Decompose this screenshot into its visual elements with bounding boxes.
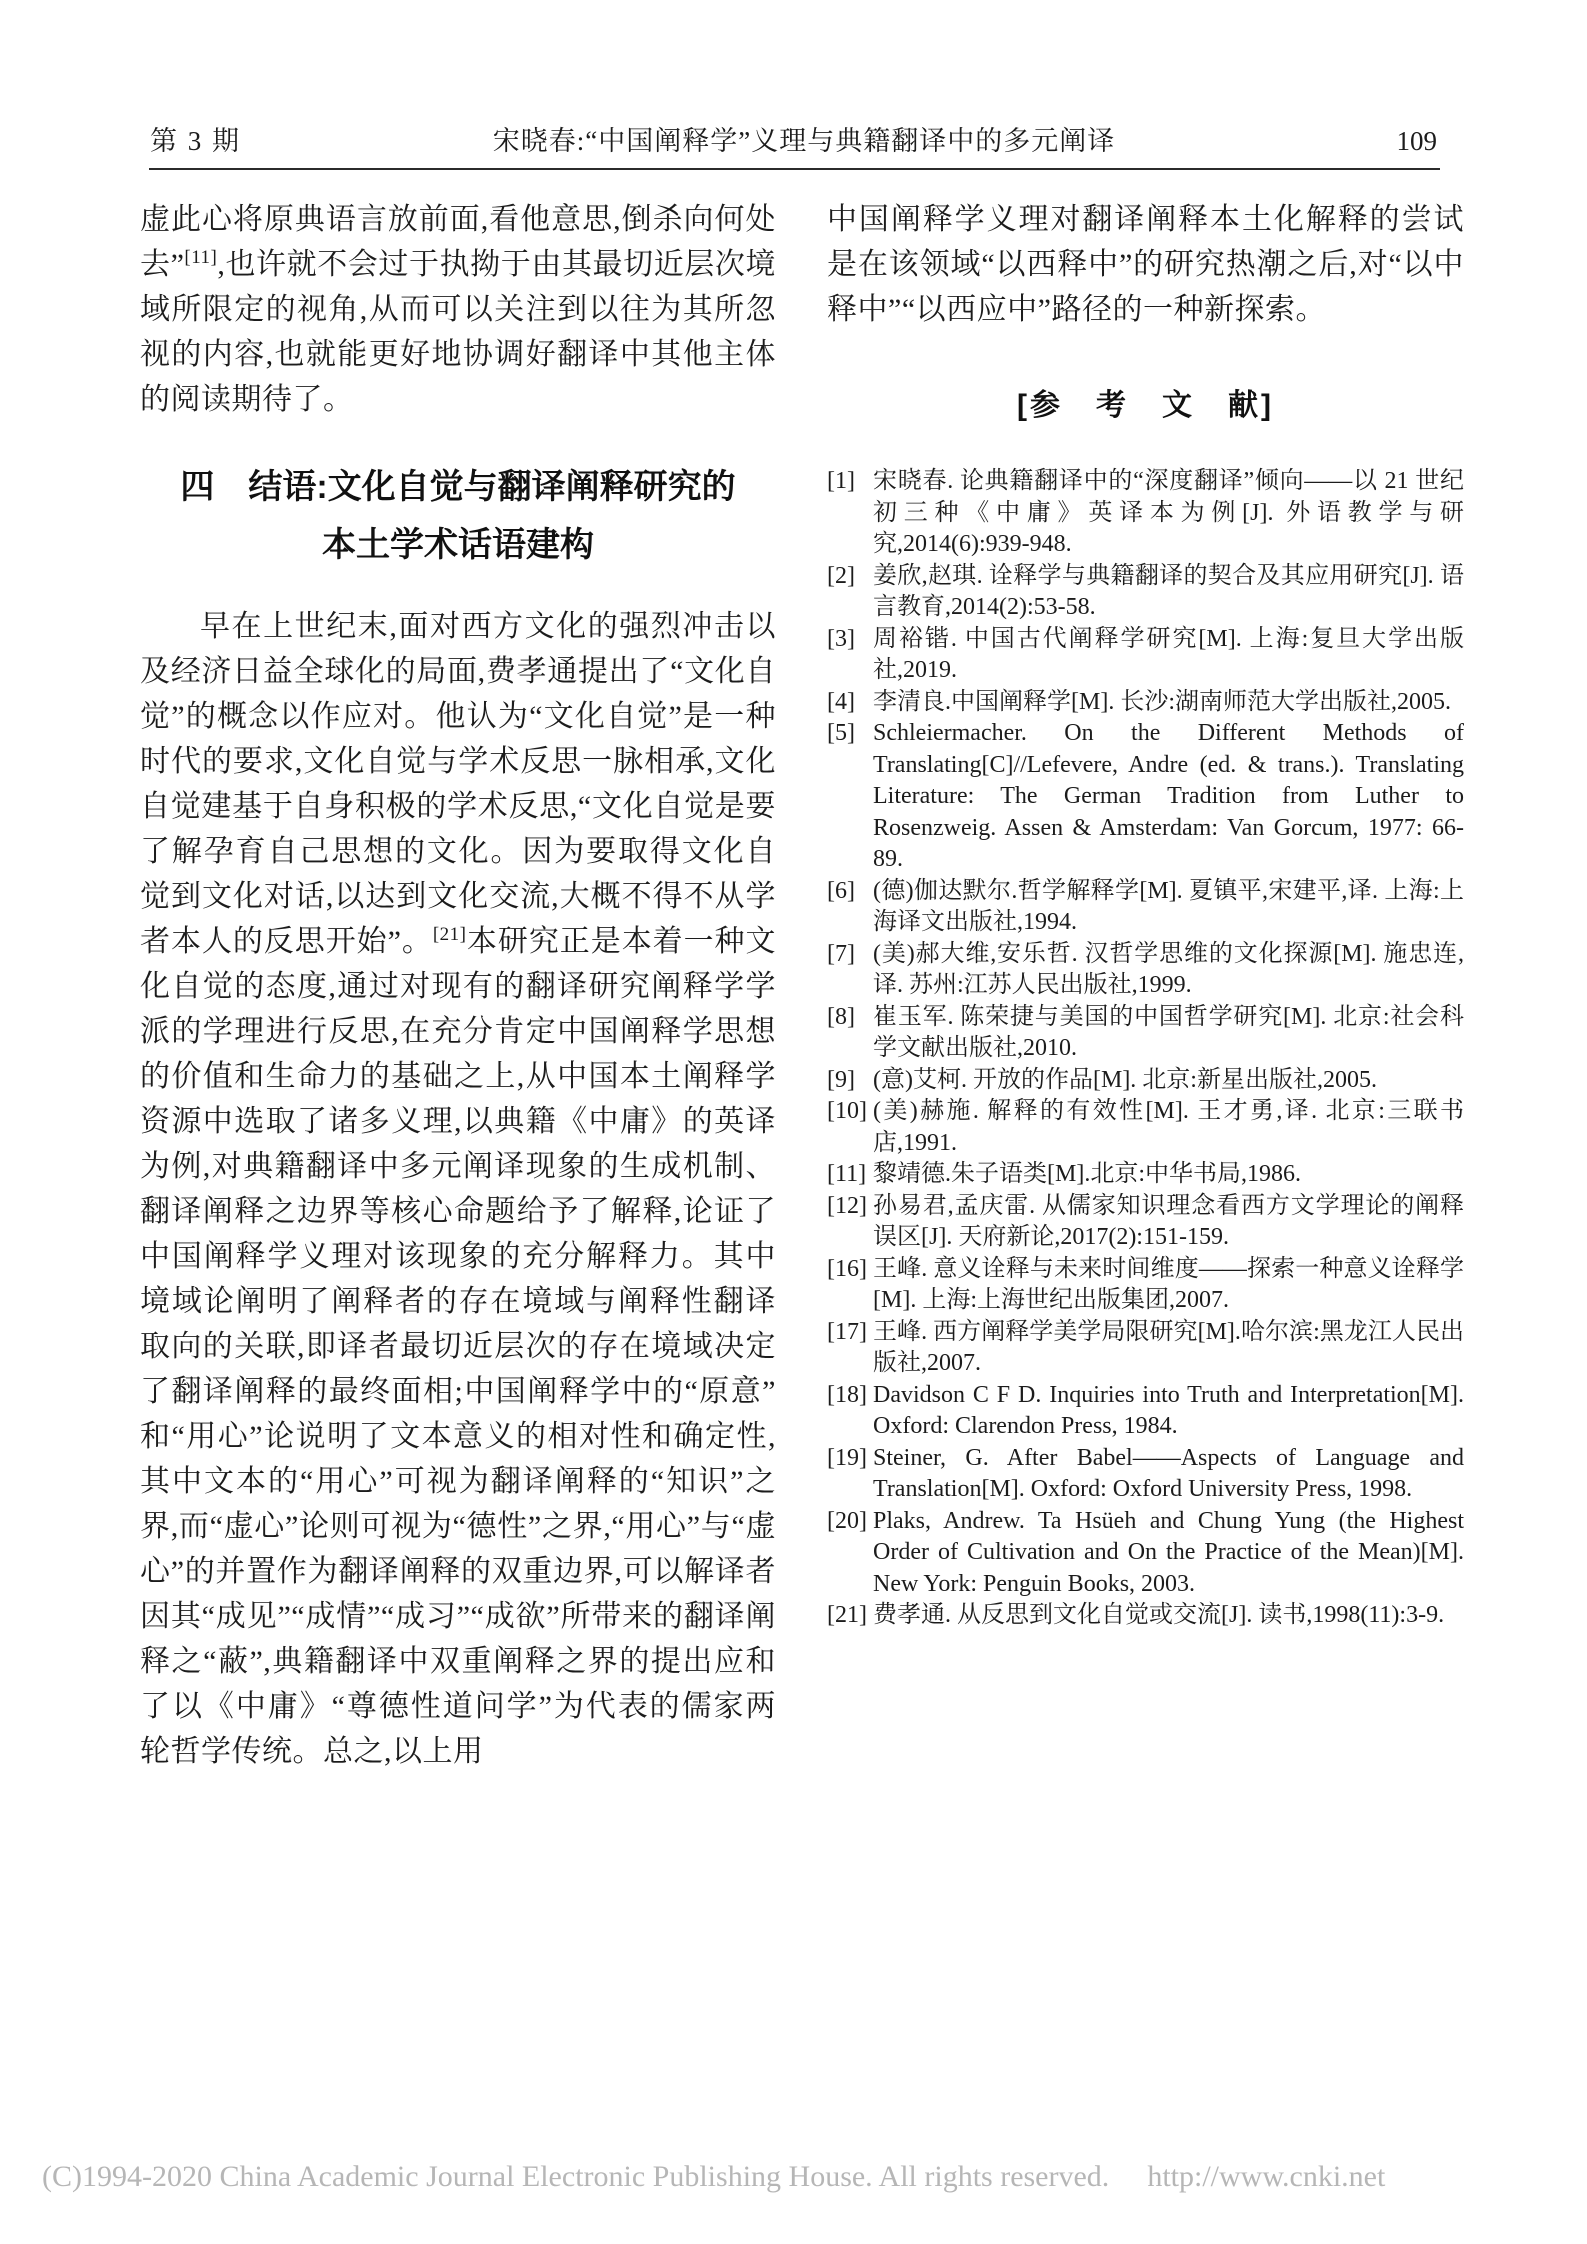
reference-text: (美)赫施. 解释的有效性[M]. 王才勇,译. 北京:三联书店,1991. [873, 1098, 1464, 1156]
reference-number: [12] [827, 1192, 867, 1219]
reference-number: [20] [827, 1507, 867, 1534]
reference-text: 费孝通. 从反思到文化自觉或交流[J]. 读书,1998(11):3-9. [873, 1602, 1445, 1628]
reference-item [827, 1443, 1464, 1506]
section-heading [150, 458, 766, 574]
citation-superscript: [21] [432, 924, 467, 945]
reference-item [827, 1159, 1464, 1191]
reference-number: [8] [827, 1003, 855, 1030]
reference-text: Schleiermacher. On the Different Methods of Translating[C]//Lefevere, Andre (ed. & trans.). Translating Literature: The German Tradition from Luther to Rosenzweig. Assen & Amsterdam: Van Gorcum, 1977: 66-89. [873, 720, 1464, 872]
reference-number: [19] [827, 1444, 867, 1471]
reference-text: (意)艾柯. 开放的作品[M]. 北京:新星出版社,2005. [873, 1066, 1377, 1093]
reference-number: [3] [827, 625, 855, 652]
reference-text: 崔玉军. 陈荣捷与美国的中国哲学研究[M]. 北京:社会科学文献出版社,2010. [873, 1003, 1464, 1061]
references-heading: [参 考 文 献] [1017, 389, 1274, 422]
reference-item [827, 718, 1464, 876]
references-list [827, 466, 1464, 1632]
reference-item [827, 624, 1464, 687]
reference-text: Davidson C F D. Inquiries into Truth and Interpretation[M]. Oxford: Clarendon Press, 1984. [873, 1381, 1464, 1439]
reference-number: [4] [827, 688, 855, 715]
reference-text: 周裕锴. 中国古代阐释学研究[M]. 上海:复旦大学出版社,2019. [873, 625, 1464, 683]
reference-text: 黎靖德.朱子语类[M].北京:中华书局,1986. [873, 1161, 1301, 1187]
reference-text: (德)伽达默尔.哲学解释学[M]. 夏镇平,宋建平,译. 上海:上海译文出版社,1994. [873, 877, 1464, 935]
section-heading-line2: 本土学术话语建构 [322, 526, 594, 564]
paragraph-text: ,也许就不会过于执拗于由其最切近层次境域所限定的视角,从而可以关注到以往为其所忽视的内容,也就能更好地协调好翻译中其他主体的阅读期待了。 [140, 248, 776, 416]
reference-text: 宋晓春. 论典籍翻译中的“深度翻译”倾向——以 21 世纪初三种《中庸》英译本为例[J]. 外语教学与研究,2014(6):939-948. [873, 468, 1464, 557]
reference-item [827, 1254, 1464, 1317]
reference-number: [1] [827, 468, 855, 494]
reference-number: [5] [827, 720, 855, 746]
reference-number: [9] [827, 1066, 855, 1093]
right-column [827, 197, 1464, 1632]
conclusion-paragraph [140, 604, 776, 1774]
page-header [150, 124, 1437, 158]
reference-number: [21] [827, 1602, 867, 1628]
reference-item [827, 466, 1464, 561]
reference-text: 王峰. 意义诠释与未来时间维度——探索一种意义诠释学[M]. 上海:上海世纪出版集团,2007. [873, 1255, 1464, 1313]
reference-item [827, 876, 1464, 939]
reference-number: [10] [827, 1098, 867, 1124]
reference-text: 孙易君,孟庆雷. 从儒家知识理念看西方文学理论的阐释误区[J]. 天府新论,2017(2):151-159. [873, 1192, 1464, 1250]
reference-item [827, 1506, 1464, 1601]
reference-item [827, 1317, 1464, 1380]
paragraph-continuation: 中国阐释学义理对翻译阐释本土化解释的尝试是在该领域“以西释中”的研究热潮之后,对“以中释中”“以西应中”路径的一种新探索。 [827, 203, 1464, 326]
reference-item [827, 1380, 1464, 1443]
issue-number: 第 3 期 [150, 126, 241, 156]
reference-text: 姜欣,赵琪. 诠释学与典籍翻译的契合及其应用研究[J]. 语言教育,2014(2):53-58. [873, 562, 1464, 620]
paragraph-continuation [140, 197, 776, 422]
reference-item [827, 1600, 1464, 1632]
reference-number: [2] [827, 562, 855, 589]
reference-item [827, 1002, 1464, 1065]
reference-item [827, 1096, 1464, 1159]
reference-item [827, 1191, 1464, 1254]
section-heading-line1: 四 结语:文化自觉与翻译阐释研究的 [180, 468, 736, 506]
reference-number: [16] [827, 1255, 867, 1282]
reference-text: Plaks, Andrew. Ta Hsüeh and Chung Yung (the Highest Order of Cultivation and On the Practice of the Mean)[M]. New York: Penguin Books, 2003. [873, 1507, 1464, 1597]
reference-text: Steiner, G. After Babel——Aspects of Language and Translation[M]. Oxford: Oxford University Press, 1998. [873, 1444, 1464, 1502]
reference-number: [6] [827, 877, 855, 904]
reference-text: 李清良.中国阐释学[M]. 长沙:湖南师范大学出版社,2005. [873, 688, 1451, 715]
page-number: 109 [1396, 126, 1437, 156]
cnki-url: http://www.cnki.net [1147, 2160, 1386, 2193]
paragraph-text: 本研究正是本着一种文化自觉的态度,通过对现有的翻译研究阐释学学派的学理进行反思,在充分肯定中国阐释学思想的价值和生命力的基础之上,从中国本土阐释学资源中选取了诸多义理,以典籍《中庸》的英译为例,对典籍翻译中多元阐译现象的生成机制、翻译阐释之边界等核心命题给予了解释,论证了中国阐释学义理对该现象的充分解释力。其中境域论阐明了阐释者的存在境域与阐释性翻译取向的关联,即译者最切近层次的存在境域决定了翻译阐释的最终面相;中国阐释学中的“原意”和“用心”论说明了文本意义的相对性和确定性,其中文本的“用心”可视为翻译阐释的“知识”之界,而“虚心”论则可视为“德性”之界,“用心”与“虚心”的并置作为翻译阐释的双重边界,可以解译者因其“成见”“成情”“成习”“成欲”所带来的翻译阐释之“蔽”,典籍翻译中双重阐释之界的提出应和了以《中庸》“尊德性道问学”为代表的儒家两轮哲学传统。总之,以上用 [140, 925, 776, 1768]
reference-number: [7] [827, 940, 855, 967]
reference-item [827, 1065, 1464, 1097]
reference-number: [17] [827, 1318, 867, 1345]
page-footer [42, 2158, 1386, 2196]
copyright-notice: (C)1994-2020 China Academic Journal Electronic Publishing House. All rights reserved. [42, 2160, 1110, 2193]
header-rule [149, 168, 1440, 170]
reference-number: [11] [827, 1161, 867, 1187]
reference-item [827, 939, 1464, 1002]
reference-item [827, 687, 1464, 719]
reference-item [827, 561, 1464, 624]
paragraph-text: 虚此心将原典语言放前面,看他意思,倒杀向何处去” [140, 203, 776, 281]
citation-superscript: [11] [184, 247, 218, 268]
reference-text: (美)郝大维,安乐哲. 汉哲学思维的文化探源[M]. 施忠连,译. 苏州:江苏人民出版社,1999. [873, 940, 1464, 998]
reference-text: 王峰. 西方阐释学美学局限研究[M].哈尔滨:黑龙江人民出版社,2007. [873, 1318, 1464, 1376]
running-title: 宋晓春:“中国阐释学”义理与典籍翻译中的多元阐译 [492, 126, 1116, 156]
reference-number: [18] [827, 1381, 867, 1408]
left-column [140, 197, 776, 1774]
paragraph-text: 早在上世纪末,面对西方文化的强烈冲击以及经济日益全球化的局面,费孝通提出了“文化自觉”的概念以作应对。他认为“文化自觉”是一种时代的要求,文化自觉与学术反思一脉相承,文化自觉建基于自身积极的学术反思,“文化自觉是要了解孕育自己思想的文化。因为要取得文化自觉到文化对话,以达到文化交流,大概不得不从学者本人的反思开始”。 [140, 610, 776, 958]
